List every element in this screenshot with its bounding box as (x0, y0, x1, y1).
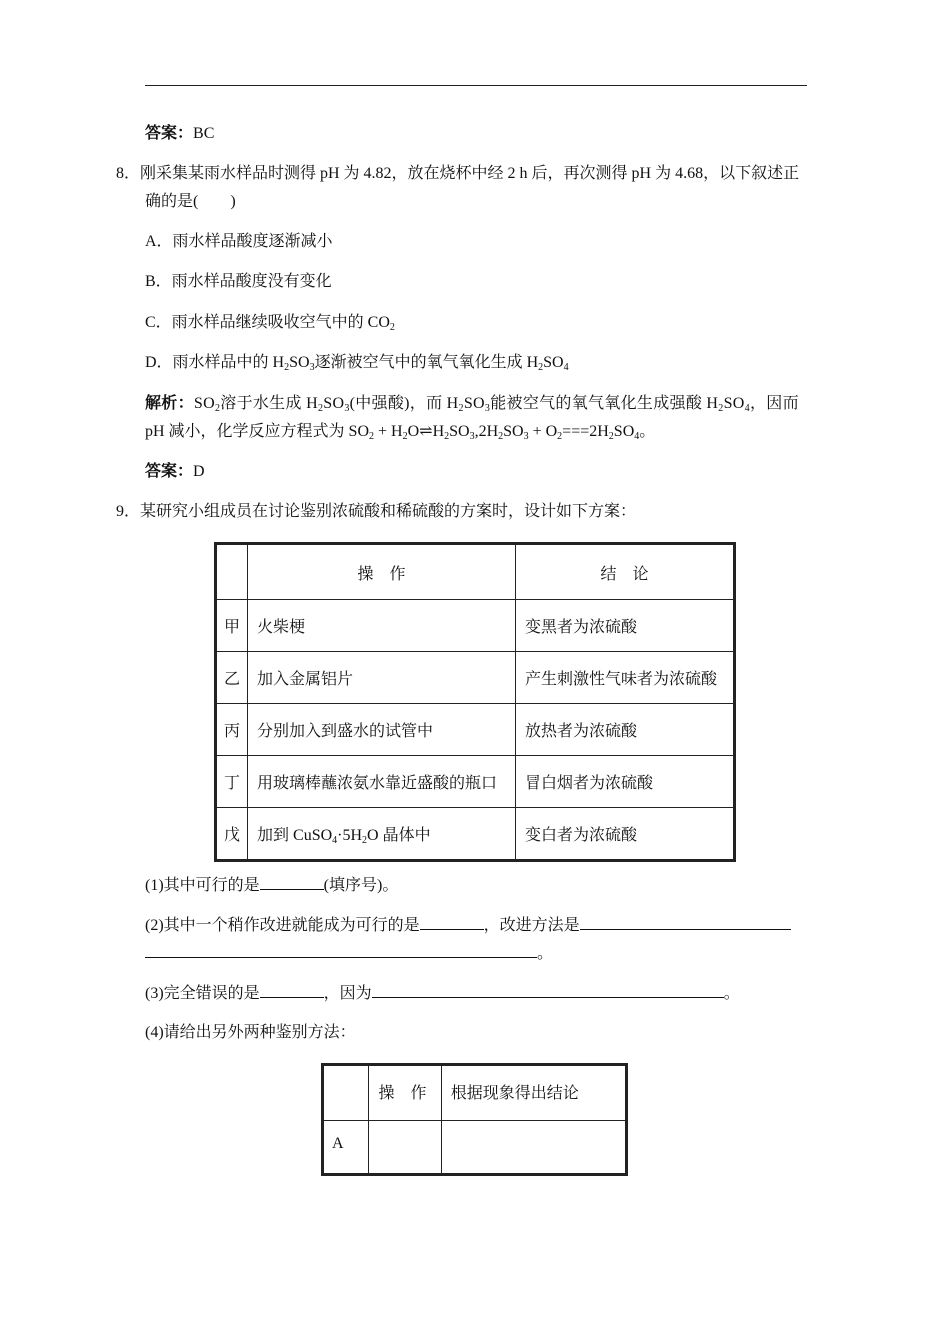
subscript: 2 (718, 403, 724, 414)
row-result: 变白者为浓硫酸 (516, 808, 735, 861)
analysis-text: 溶于水生成 H (220, 395, 318, 412)
answer-blank[interactable] (260, 983, 324, 998)
q9-alternative-methods-table (321, 1063, 628, 1176)
subscript: 2 (317, 403, 324, 414)
subscript: 4 (563, 362, 569, 373)
row-id: 戊 (216, 808, 248, 861)
subscript: 2 (362, 835, 368, 846)
q8-analysis-line1 (145, 394, 799, 414)
table-row (323, 1121, 627, 1175)
equilibrium-arrow: ⇌ (419, 423, 433, 440)
analysis-text: H (432, 423, 445, 440)
subscript: 2 (557, 431, 563, 442)
row-operation: 分别加入到盛水的试管中 (248, 704, 516, 756)
q8-stem-line1: 8．刚采集某雨水样品时测得 pH 为 4.82，放在烧杯中经 2 h 后，再次测得 pH 为 4.68，以下叙述正 (116, 165, 800, 182)
row-id: 甲 (216, 600, 248, 652)
option-d-text: 逐渐被空气中的氧气氧化生成 H (314, 354, 539, 371)
table-header-cell: 操 作 (248, 544, 516, 600)
option-d-text: SO (289, 354, 310, 371)
q9-stem: 9．某研究小组成员在讨论鉴别浓硫酸和稀硫酸的方案时，设计如下方案： (116, 503, 637, 520)
q8-option-a: A．雨水样品酸度逐渐减小 (145, 233, 333, 250)
top-divider (145, 85, 807, 86)
analysis-text: + O (528, 423, 558, 440)
subscript: 3 (484, 403, 491, 414)
row-result: 放热者为浓硫酸 (516, 704, 735, 756)
table-header-row (323, 1065, 627, 1121)
row-operation[interactable] (369, 1121, 441, 1175)
table-header-cell (216, 544, 248, 600)
sub3-text: (3)完全错误的是 (145, 985, 260, 1002)
q9-sub2-cont (145, 943, 553, 964)
q9-method-table (214, 542, 736, 862)
q8-answer (145, 462, 205, 482)
row-id: 丁 (216, 756, 248, 808)
sub2-text: ，改进方法是 (483, 917, 580, 934)
q9-sub3 (145, 983, 740, 1004)
table-row (216, 600, 735, 652)
row-id: 丙 (216, 704, 248, 756)
subscript: 4 (332, 835, 338, 846)
analysis-text: ，因而 (749, 395, 799, 412)
option-d-text: D．雨水样品中的 H (145, 354, 285, 371)
previous-answer (145, 124, 214, 144)
q8-analysis-line2 (145, 422, 655, 442)
table-header-row (216, 544, 735, 600)
row-operation: 火柴梗 (248, 600, 516, 652)
table-row (216, 808, 735, 861)
subscript: 2 (214, 403, 221, 414)
sub1-text: (填序号)。 (323, 877, 399, 894)
answer-blank[interactable] (372, 983, 724, 998)
table-row (216, 704, 735, 756)
analysis-text: SO (193, 395, 215, 412)
answer-value: BC (193, 125, 215, 142)
q8-option-c (145, 313, 395, 333)
option-d-text: SO (543, 354, 564, 371)
table-header-cell: 根据现象得出结论 (441, 1065, 626, 1121)
row-result: 变黑者为浓硫酸 (516, 600, 735, 652)
answer-value: D (193, 463, 205, 480)
subscript: 2 (498, 431, 504, 442)
sub3-text: 。 (723, 985, 740, 1002)
row-operation: 用玻璃棒蘸浓氨水靠近盛酸的瓶口 (248, 756, 516, 808)
table-header-cell (323, 1065, 369, 1121)
q9-sub1 (145, 875, 398, 896)
analysis-text: + H (374, 423, 403, 440)
analysis-text: SO (463, 395, 485, 412)
row-result: 产生刺激性气味者为浓硫酸 (516, 652, 735, 704)
q8-stem-line2: 确的是( ) (145, 193, 236, 210)
q9-sub2 (145, 915, 791, 936)
sub1-text: (1)其中可行的是 (145, 877, 260, 894)
row-id: A (323, 1121, 369, 1175)
table-row (216, 652, 735, 704)
analysis-text: pH 减小，化学反应方程式为 SO (145, 423, 370, 440)
table-header-cell: 结 论 (516, 544, 735, 600)
answer-blank[interactable] (260, 875, 324, 890)
table-row (216, 756, 735, 808)
subscript: 3 (344, 403, 350, 414)
subscript: 2 (389, 322, 395, 333)
answer-label: 答案： (145, 125, 194, 142)
q8-option-b: B．雨水样品酸度没有变化 (145, 273, 332, 290)
operation-text: O 晶体中 (367, 827, 431, 844)
analysis-text: SO (323, 395, 345, 412)
subscript: 4 (744, 403, 750, 414)
operation-text: 加到 CuSO (257, 827, 333, 844)
table-header-cell: 操 作 (369, 1065, 441, 1121)
analysis-text: O (407, 423, 420, 440)
sub3-text: ，因为 (323, 985, 372, 1002)
answer-blank[interactable] (420, 915, 484, 930)
analysis-text: (中强酸)，而 H (349, 395, 459, 412)
subscript: 2 (402, 431, 408, 442)
answer-blank[interactable] (580, 915, 791, 930)
subscript: 2 (444, 431, 450, 442)
q9-sub4: (4)请给出另外两种鉴别方法： (145, 1024, 356, 1041)
sub2-text: (2)其中一个稍作改进就能成为可行的是 (145, 917, 420, 934)
analysis-text: SO (723, 395, 745, 412)
row-operation (248, 808, 516, 861)
row-operation: 加入金属铝片 (248, 652, 516, 704)
analysis-text: SO (613, 423, 635, 440)
analysis-text: SO (449, 423, 470, 440)
subscript: 2 (369, 431, 375, 442)
analysis-text: ===2H (562, 423, 609, 440)
operation-text: ·5H (337, 827, 363, 844)
analysis-text: ,2H (474, 423, 499, 440)
answer-label: 答案： (145, 463, 194, 480)
sub2-text: 。 (537, 945, 554, 962)
subscript: 2 (608, 431, 614, 442)
analysis-text: SO (503, 423, 524, 440)
analysis-text: 。 (639, 423, 656, 440)
analysis-label: 解析： (145, 395, 194, 412)
row-result: 冒白烟者为浓硫酸 (516, 756, 735, 808)
subscript: 2 (458, 403, 464, 414)
row-id: 乙 (216, 652, 248, 704)
option-c-text: C．雨水样品继续吸收空气中的 CO (145, 314, 390, 331)
subscript: 2 (284, 362, 290, 373)
q8-option-d (145, 353, 569, 373)
analysis-text: 能被空气的氧气氧化生成强酸 H (490, 395, 719, 412)
subscript: 4 (634, 431, 640, 442)
subscript: 3 (469, 431, 475, 442)
subscript: 3 (523, 431, 529, 442)
row-result[interactable] (441, 1121, 626, 1175)
subscript: 3 (309, 362, 315, 373)
answer-blank[interactable] (145, 943, 537, 958)
subscript: 2 (538, 362, 544, 373)
